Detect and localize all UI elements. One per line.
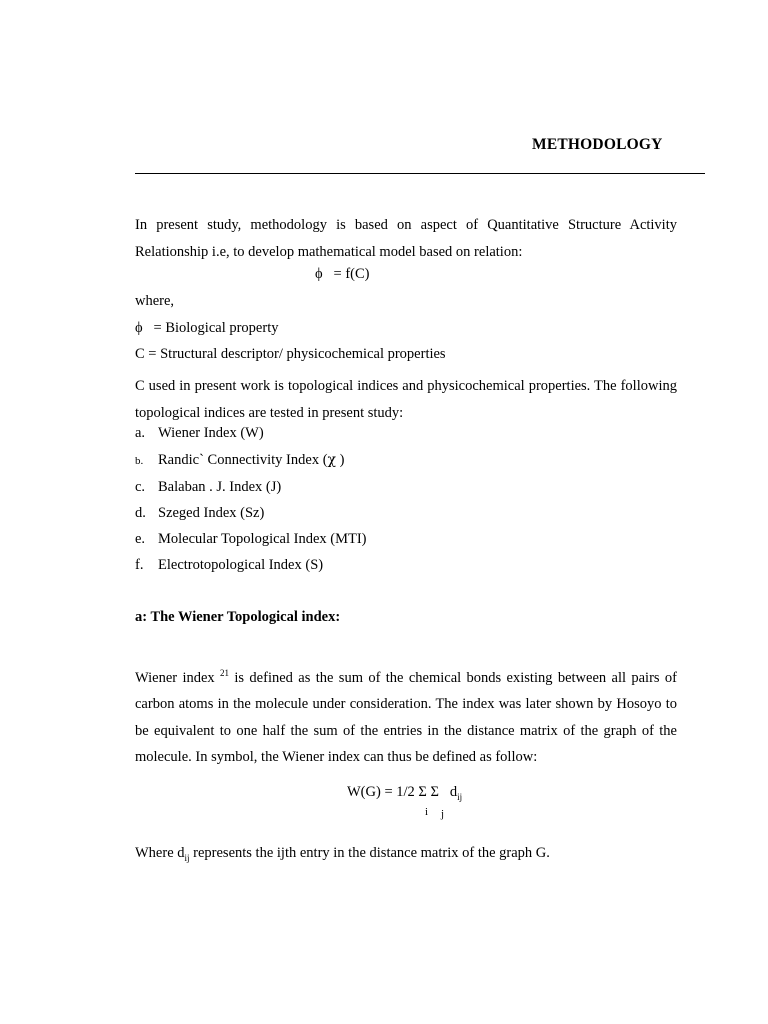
where-line-text: Where d [135, 845, 185, 861]
list-marker: a. [135, 425, 146, 441]
distance-subscript: ij [457, 791, 463, 802]
list-item [158, 452, 344, 469]
list-marker: c. [135, 479, 146, 495]
where-line-text-end: represents the ijth entry in the distance matrix of the graph G. [189, 845, 550, 861]
chi-symbol: χ [327, 452, 337, 468]
phi-definition [135, 320, 278, 337]
wiener-text-start: Wiener index [135, 669, 221, 686]
wiener-paragraph [135, 660, 677, 771]
list-item-text: Randic` Connectivity Index ( [158, 452, 328, 468]
sigma-symbol: Σ [418, 784, 427, 800]
phi-definition-text: = Biological property [153, 320, 279, 336]
list-marker: b. [135, 455, 144, 467]
list-item: Wiener Index (W) [158, 425, 264, 441]
list-marker: f. [135, 557, 144, 573]
list-item: Balaban . J. Index (J) [158, 479, 282, 495]
index-i-label: i [425, 806, 429, 818]
intro-paragraph: In present study, methodology is based on aspect of Quantitative Structure Activity Relationship i.e, to develop mathematical model based on relation: [135, 217, 677, 260]
distance-term: d [449, 784, 458, 800]
formula-lhs-text: W(G) = 1/2 [347, 784, 415, 800]
where-line-subscript: ij [184, 852, 190, 863]
relation-rhs: = f(C) [333, 266, 370, 282]
formula-lhs [347, 784, 462, 802]
where-label: where, [135, 293, 175, 309]
sigma-symbol: Σ [430, 784, 439, 800]
list-marker: d. [135, 505, 146, 521]
index-j-label: j [441, 808, 445, 820]
where-line [135, 845, 550, 863]
list-item: Szeged Index (Sz) [158, 505, 265, 521]
c-definition: C = Structural descriptor/ physicochemical properties [135, 346, 446, 362]
indices-intro-paragraph: C used in present work is topological indices and physicochemical properties. The following topological indices are tested in present study: [135, 378, 677, 421]
wiener-text-rest: is defined as the sum of the chemical bonds existing between all pairs of carbon atoms in the molecule under consideration. The index was later shown by Hosoyo to be equivalent to one half the sum of the entries in the distance matrix of the graph of the molecule. In symbol, the Wiener index can thus be defined as follow: [135, 669, 677, 766]
list-item-text-end: ) [336, 452, 345, 468]
title-rule [135, 173, 705, 174]
phi-symbol: ϕ [315, 266, 323, 282]
list-marker: e. [135, 531, 146, 547]
section-heading: a: The Wiener Topological index: [135, 609, 341, 625]
phi-symbol: ϕ [135, 320, 143, 336]
list-item: Molecular Topological Index (MTI) [158, 531, 367, 547]
page-title: METHODOLOGY [532, 136, 663, 153]
reference-number: 21 [220, 668, 230, 678]
relation-equation [315, 266, 369, 283]
list-item: Electrotopological Index (S) [158, 557, 324, 573]
